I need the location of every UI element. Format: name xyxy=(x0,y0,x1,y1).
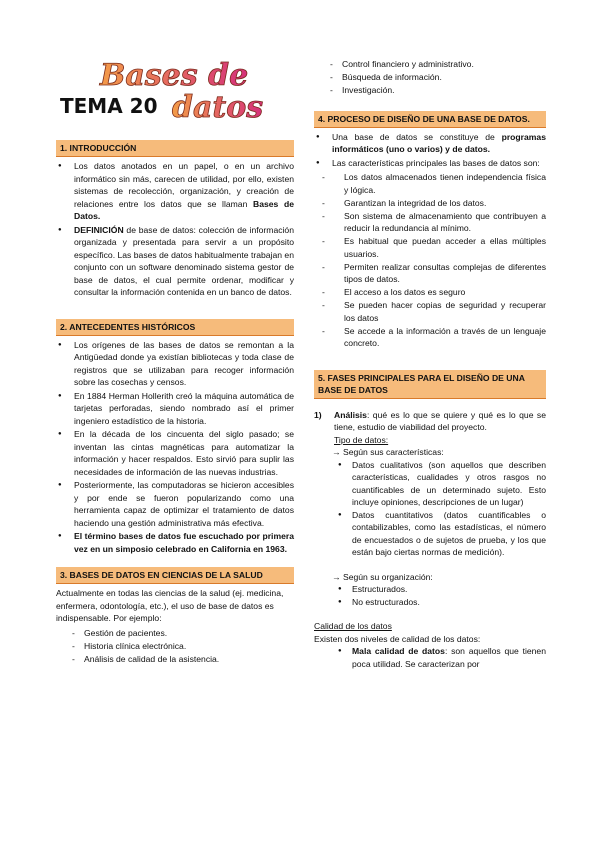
list-item xyxy=(314,157,546,350)
item-text: Las características principales las bases de datos son: xyxy=(332,157,540,168)
list-item: ● No estructurados. xyxy=(314,596,546,609)
list-item: ● En 1884 Herman Hollerith creó la máquina automática de tarjetas perforadas, siendo nombrado así el primer ingeniero estadístico de la historia. xyxy=(56,390,294,428)
list-item: - Permiten realizar consultas complejas de diferentes tipos de datos. xyxy=(314,261,546,286)
list-item: - El acceso a los datos es seguro xyxy=(314,286,546,299)
list-item: - Búsqueda de información. xyxy=(314,71,546,84)
item-bold: Análisis xyxy=(334,409,367,420)
section-heading: 1. INTRODUCCIÓN xyxy=(56,140,294,157)
item-text: de base de datos: colección de información organizada y presentada para servir a un propósito específico. Las bases de datos habitualmente trabajan en conjunto con un software denominado sistema gestor de base de datos, el cual permite ordenar, modificar y consultar la información contenida en un banco de datos. xyxy=(74,224,294,297)
list-item: ● Los orígenes de las bases de datos se remontan a la Antigüedad donde ya existían bibliotecas y toda clase de registros que se utilizaban para recoger información sobre las cosechas y censos. xyxy=(56,339,294,389)
item-text: (son aquellos que describen características, cualidades y otros rasgos no cuantificables de un determinado sujeto. Esto incluye opiniones, descripciones de un lugar) xyxy=(352,459,546,507)
list-item: ● En la década de los cincuenta del siglo pasado; se inventan las cintas magnéticas para automatizar la información y hacer respaldos. Esto sirvió para suplir las necesidades de información de las nuevas industrias. xyxy=(56,428,294,478)
left-column xyxy=(56,140,294,666)
list-item: ● Estructurados. xyxy=(314,583,546,596)
list-item xyxy=(314,131,546,156)
list-item: - Historia clínica electrónica. xyxy=(56,640,294,653)
section-heading: 5. FASES PRINCIPALES PARA EL DISEÑO DE UNA BASE DE DATOS xyxy=(314,370,546,399)
item-text: Datos cualitativos xyxy=(352,459,423,470)
list-item: - Gestión de pacientes. xyxy=(56,627,294,640)
list-item: - Investigación. xyxy=(314,84,546,97)
item-text: Datos cuantitativos xyxy=(352,509,433,520)
list-item: - Se pueden hacer copias de seguridad y recuperar los datos xyxy=(314,299,546,324)
section-antecedentes xyxy=(56,319,294,556)
item-text: Una base de datos se constituye de xyxy=(332,131,502,142)
title-block xyxy=(60,55,280,125)
item-bold: Mala calidad de datos xyxy=(352,646,445,656)
item-text: : son aquellos que tienen poca utilidad. Se caracterizan por xyxy=(352,646,546,669)
item-text: (datos cuantificables o contabilizables, como las estadísticas, el número de encuestados o de sujetos de prueba, y los que están bajo ciertas normas de medición). xyxy=(352,509,546,557)
list-item: - Garantizan la integridad de los datos. xyxy=(314,197,546,210)
section-intro: Actualmente en todas las ciencias de la salud (ej. medicina, enfermera, odontología, etc.), el uso de base de datos es indispensable. Por ejemplo: xyxy=(56,588,284,623)
section-proceso-diseno xyxy=(314,111,546,350)
calidad-label: Calidad de los datos xyxy=(314,621,392,631)
section-fases xyxy=(314,370,546,671)
title-art xyxy=(60,55,280,127)
numbered-item xyxy=(314,409,546,434)
list-item xyxy=(314,509,546,559)
section-introduccion xyxy=(56,140,294,299)
section-heading: 3. BASES DE DATOS EN CIENCIAS DE LA SALUD xyxy=(56,567,294,584)
list-item: - Los datos almacenados tienen independencia física y lógica. xyxy=(314,171,546,196)
organizacion-label: → Según su organización: xyxy=(332,571,433,582)
list-item xyxy=(314,645,546,670)
list-item: - Control financiero y administrativo. xyxy=(314,58,546,71)
title-tema: TEMA 20 xyxy=(60,94,158,118)
right-column xyxy=(314,58,546,670)
title-line2: datos xyxy=(172,90,264,125)
list-item: ● El término bases de datos fue escuchado por primera vez en un simposio celebrado en California en 1963. xyxy=(56,530,294,555)
list-item xyxy=(314,459,546,509)
item-bold: DEFINICIÓN xyxy=(74,224,124,235)
list-item xyxy=(56,160,294,223)
tipo-datos-label: Tipo de datos: xyxy=(334,434,389,445)
section-heading: 2. ANTECEDENTES HISTÓRICOS xyxy=(56,319,294,336)
list-item: - Análisis de calidad de la asistencia. xyxy=(56,653,294,666)
list-item: - Se accede a la información a través de un lenguaje concreto. xyxy=(314,325,546,350)
list-item: - Son sistema de almacenamiento que contribuyen a reducir la redundancia al mínimo. xyxy=(314,210,546,235)
item-number: 1) xyxy=(314,409,322,420)
item-bold: Bases de Datos. xyxy=(74,198,294,221)
caracteristicas-label: → Según sus características: xyxy=(332,447,444,457)
item-bold: programas informáticos (uno o varios) y de datos. xyxy=(332,131,546,154)
salud-list-continued xyxy=(314,58,546,97)
title-line1: Bases de xyxy=(100,58,249,93)
section-salud xyxy=(56,567,294,665)
section-heading: 4. PROCESO DE DISEÑO DE UNA BASE DE DATOS. xyxy=(314,111,546,128)
list-item xyxy=(56,224,294,299)
calidad-intro: Existen dos niveles de calidad de los datos: xyxy=(314,633,481,644)
list-item: - Es habitual que puedan acceder a ellas múltiples usuarios. xyxy=(314,235,546,260)
item-text: : qué es lo que se quiere y qué es lo que se tiene, estudio de viabilidad del proyecto. xyxy=(334,409,546,432)
item-text: Los datos anotados en un papel, o en un archivo informático sin más, carecen de utilidad, por ello, existen sistemas de recolección, organización, y creación de relaciones entre los datos que se llaman xyxy=(74,161,294,209)
list-item: ● Posteriormente, las computadoras se hicieron accesibles y por ende se fueron popularizando como una herramienta capaz de optimizar el tratamiento de datos haciendo una gestión administrativa más efectiva. xyxy=(56,479,294,529)
